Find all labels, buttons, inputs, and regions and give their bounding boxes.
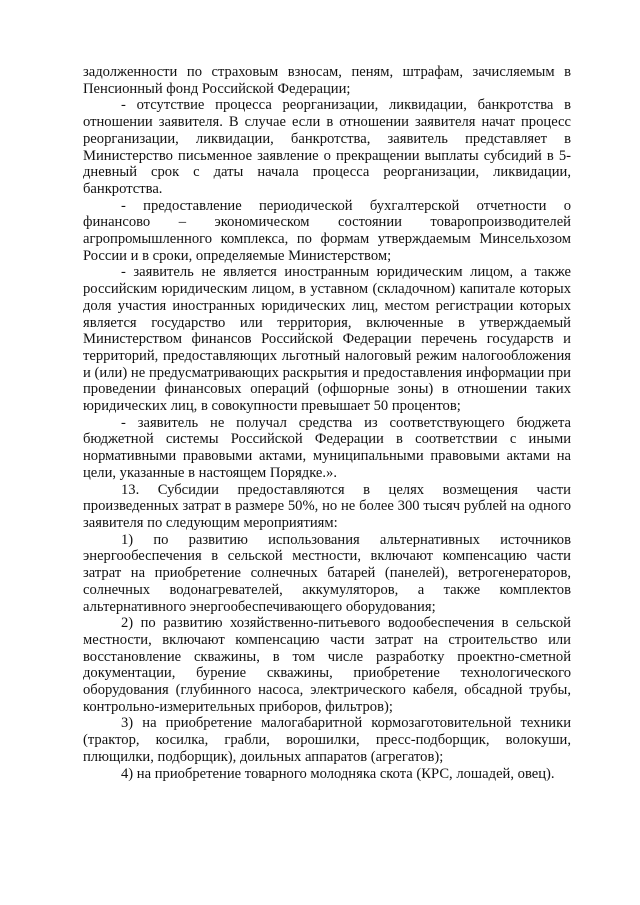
paragraph-no-reorganization: - отсутствие процесса реорганизации, ликвидации, банкротства в отношении заявителя. В случае если в отношении заявителя начат процесс реорганизации, ликвидации, банкротства, заявитель представляет в Министерство письменное заявление о прекращении выплаты субсидий в 5-дневный срок с даты начала процесса реорганизации, ликвидации, банкротства. (83, 97, 571, 197)
paragraph-not-foreign-entity: - заявитель не является иностранным юридическим лицом, а также российским юридическим лицом, в уставном (складочном) капитале которых доля участия иностранных юридических лиц, местом регистрации которых является государство или территория, включенные в утверждаемый Министерством финансов Российской Федерации перечень государств и территорий, предоставляющих льготный налоговый режим налогообложения и (или) не предусматривающих раскрытия и предоставления информации при проведении финансовых операций (офшорные зоны) в отношении таких юридических лиц, в совокупности превышает 50 процентов; (83, 264, 571, 415)
paragraph-item-4: 4) на приобретение товарного молодняка скота (КРС, лошадей, овец). (121, 765, 555, 782)
paragraph-no-other-funds: - заявитель не получал средства из соответствующего бюджета бюджетной системы Российской Федерации в соответствии с иными нормативными правовыми актами, муниципальными правовыми актами на цели, указанные в настоящем Порядке.». (83, 414, 571, 481)
paragraph-item-2: 2) по развитию хозяйственно-питьевого водообеспечения в сельской местности, включают компенсацию части затрат на строительство или восстановление скважины, в том числе разработку проектно-сметной документации, бурение скважины, приобретение технологического оборудования (глубинного насоса, электрического кабеля, обсадной трубы, контрольно-измерительных приборов, фильтров); (83, 615, 571, 715)
paragraph-arrears-continuation: задолженности по страховым взносам, пеням, штрафам, зачисляемым в Пенсионный фонд Российской Федерации; (83, 64, 571, 97)
paragraph-reporting: - предоставление периодической бухгалтерской отчетности о финансово – экономическом состоянии товаропроизводителей агропромышленного комплекса, по формам утверждаемым Минсельхозом России и в сроки, определяемые Министерством; (83, 197, 571, 264)
paragraph-item-1: 1) по развитию использования альтернативных источников энергообеспечения в сельской местности, включают компенсацию части затрат на приобретение солнечных батарей (панелей), ветрогенераторов, солнечных водонагревателей, аккумуляторов, а также комплектов альтернативного энергообеспечивающего оборудования; (83, 531, 571, 615)
document-page (83, 64, 571, 782)
paragraph-clause-13: 13. Субсидии предоставляются в целях возмещения части произведенных затрат в размере 50%, но не более 300 тысяч рублей на одного заявителя по следующим мероприятиям: (83, 481, 571, 531)
paragraph-item-3: 3) на приобретение малогабаритной кормозаготовительной техники (трактор, косилка, грабли, ворошилки, пресс-подборщик, волокуши, плющилки, подборщик), доильных аппаратов (агрегатов); (83, 715, 571, 765)
